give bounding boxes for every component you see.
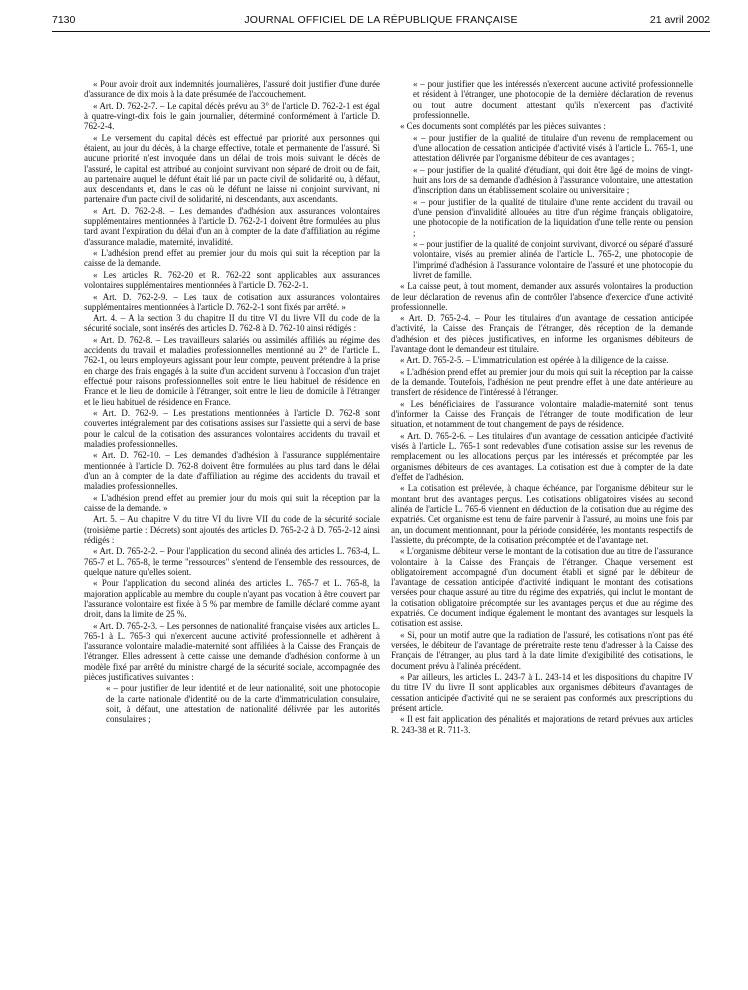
page-header [52,14,710,28]
article-paragraph: Art. 5. – Au chapitre V du titre VI du livre VII du code de la sécurité sociale (troisième partie : Décrets) sont ajoutés des articles D. 765-2-2 à D. 765-2-12 ainsi rédigés : [84,514,380,545]
paragraph: « Art. D. 762-2-8. – Les demandes d'adhésion aux assurances volontaires supplémentaires mentionnées à l'article D. 762-2-1 doivent être formulées au plus tard avant l'expiration du délai d'un an à compter de la date d'affiliation au régime d'assurance maladie, maternité, invalidité. [84,205,380,247]
right-column [391,79,693,736]
publication-date: 21 avril 2002 [649,14,710,26]
paragraph: « Art. D. 762-2-7. – Le capital décès prévu au 3° de l'article D. 762-2-1 est égal à quatre-vingt-dix fois le gain journalier, déterminé conformément à l'article D. 762-2-4. [84,100,380,132]
paragraph: « Art. D. 762-8. – Les travailleurs salariés ou assimilés affiliés au régime des accidents du travail et maladies professionnelles mentionné au 2° de l'article L. 762-1, ou leurs employeurs agissant pour leur compte, peuvent prétendre à la prise en charge des frais engagés à la suite d'un accident survenu à l'occasion d'un trajet effectué pour raisons professionnelles soit entre le lieu habituel de résidence en France et le lieu de domicile à l'étranger, soit entre le lieu de domicile à l'étranger et le lieu habituel de résidence en France. [84,334,380,407]
article-paragraph: Art. 4. – A la section 3 du chapitre II du titre VI du livre VII du code de la sécurité sociale, sont insérés des articles D. 762-8 à D. 762-10 ainsi rédigés : [84,313,380,334]
paragraph: « L'adhésion prend effet au premier jour du mois qui suit la réception par la caisse de la demande. » [84,492,380,513]
paragraph: « Les articles R. 762-20 et R. 762-22 sont applicables aux assurances volontaires supplémentaires mentionnées à l'article D. 762-2-1. [84,269,380,291]
header-rule [52,31,710,32]
paragraph: « Il est fait application des pénalités et majorations de retard prévues aux articles R. 243-38 et R. 711-3. [391,714,693,735]
paragraph: « Par ailleurs, les articles L. 243-7 à L. 243-14 et les dispositions du chapitre IV du titre IV du livre II sont applicables aux organismes débiteurs d'avantages de cessation anticipée d'activité qui ne se seraient pas conformés aux prescriptions du présent article. [391,672,693,713]
list-item: « – pour justifier de la qualité de conjoint survivant, divorcé ou séparé d'assuré volontaire, visés au premier alinéa de l'article L. 765-2, une photocopie de l'imprimé d'adhésion à l'assurance volontaire de l'assuré et une photocopie du livret de famille. [413,238,693,280]
list-item: « – pour justifier que les intéressés n'exercent aucune activité professionnelle et résident à l'étranger, une photocopie de la dernière déclaration de revenus ou tout autre document attestant qu'ils n'exercent pas d'activité professionnelle. [413,79,693,120]
paragraph: « L'adhésion prend effet au premier jour du mois qui suit la réception par la caisse de la demande. [84,248,380,269]
list-item: « – pour justifier de la qualité d'étudiant, qui doit être âgé de moins de vingt-huit ans lors de sa demande d'adhésion à l'assurance volontaire, une attestation d'inscription dans un établissement scolaire ou universitaire ; [413,164,693,196]
paragraph: « Art. D. 762-2-9. – Les taux de cotisation aux assurances volontaires supplémentaires mentionnées à l'article D. 762-2-1 sont fixés par arrêté. » [84,291,380,312]
paragraph: « Ces documents sont complétés par les pièces suivantes : [400,121,606,132]
paragraph: « Art. D. 765-2-6. – Les titulaires d'un avantage de cessation anticipée d'activité visés à l'article L. 765-1 sont redevables d'une cotisation assise sur les revenus de remplacement ou les allocations perçus par les intéressés et précomptée par les organismes débiteurs de ces avantages. La cotisation est due à compter de la date d'effet de l'adhésion. [391,430,693,483]
paragraph: « La caisse peut, à tout moment, demander aux assurés volontaires la production de leur déclaration de revenus afin de contrôler l'absence d'exercice d'une activité professionnelle. [391,281,693,312]
left-column [84,79,380,726]
list-item: « – pour justifier de leur identité et de leur nationalité, soit une photocopie de la carte nationale d'identité ou de la carte d'immatriculation consulaire, soit, à défaut, une attestation de nationalité délivrée par les autorités consulaires ; [106,683,380,725]
paragraph: « Art. D. 765-2-3. – Les personnes de nationalité française visées aux articles L. 765-1 à L. 765-3 qui n'exercent aucune activité professionnelle et adhèrent à l'assurance volontaire maladie-maternité sont affiliées à la Caisse des Français de l'étranger. Elles adressent à cette caisse une demande d'adhésion conforme à un modèle fixé par arrêté du ministre chargé de la sécurité sociale, accompagnée des pièces justificatives suivantes : [84,620,380,683]
paragraph: « Si, pour un motif autre que la radiation de l'assuré, les cotisations n'ont pas été versées, le débiteur de l'avantage de préretraite reste tenu d'adresser à la Caisse des Français de l'étranger, au plus tard à la date limite d'exigibilité des cotisations, le document prévu à l'alinéa précédent. [391,629,693,671]
paragraph: « Art. D. 765-2-5. – L'immatriculation est opérée à la diligence de la caisse. [400,355,669,366]
paragraph: « Art. D. 765-2-2. – Pour l'application du second alinéa des articles L. 763-4, L. 765-7 et L. 765-8, le terme "ressources" s'entend de l'ensemble des ressources, de quelque nature qu'elles soient. [84,546,380,577]
paragraph: « Pour avoir droit aux indemnités journalières, l'assuré doit justifier d'une durée d'assurance de dix mois à la date présumée de l'accouchement. [84,79,380,100]
paragraph: « Les bénéficiaires de l'assurance volontaire maladie-maternité sont tenus d'informer la Caisse des Français de l'étranger de toute modification de leur situation, et notamment de tout changement de pays de résidence. [391,398,693,430]
paragraph: « Art. D. 765-2-4. – Pour les titulaires d'un avantage de cessation anticipée d'activité, la Caisse des Français de l'étranger, dès réception de la demande d'adhésion et des pièces justificatives, en informe les organismes débiteurs de l'avantage dont le demandeur est titulaire. [391,313,693,355]
paragraph: « Le versement du capital décès est effectué par priorité aux personnes qui étaient, au jour du décès, à la charge effective, totale et permanente de l'assuré. Si aucune priorité n'est invoquée dans un délai de trois mois suivant le décès de l'assuré, le capital est attribué au conjoint survivant non séparé de droit ou de fait, au partenaire auquel le défunt était lié par un pacte civil de solidarité ou, à défaut, aux descendants et, dans le cas où le défunt ne laisse ni conjoint survivant, ni partenaire d'un pacte civil de solidarité, ni descendants, aux ascendants. [84,132,380,205]
paragraph: « L'adhésion prend effet au premier jour du mois qui suit la réception par la caisse de la demande. Toutefois, l'adhésion ne peut prendre effet à une date antérieure au transfert de résidence de l'intéressé à l'étranger. [391,366,693,398]
page-number: 7130 [52,14,76,26]
paragraph: « Art. D. 762-9. – Les prestations mentionnées à l'article D. 762-8 sont couvertes intégralement par des cotisations assises sur l'assiette qui a servi de base pour le calcul de la cotisation des assurances volontaires accidents du travail et maladies professionnelles. [84,408,380,449]
paragraph: « La cotisation est prélevée, à chaque échéance, par l'organisme débiteur sur le montant brut des avantages perçus. Les cotisations obligatoires visées au second alinéa de l'article L. 765-6 viennent en déduction de la cotisation due au régime des expatriés. Cet organisme est tenu de faire parvenir à l'assuré, au moins une fois par an, un document mentionnant, pour la période considérée, les montants respectifs de l'assiette, du précompte, de la cotisation précomptée et de l'avantage net. [391,483,693,545]
paragraph: « L'organisme débiteur verse le montant de la cotisation due au titre de l'assurance volontaire à la Caisse des Français de l'étranger. Chaque versement est obligatoirement accompagné d'un document établi et signé par le débiteur de l'avantage de cessation anticipée d'activité indiquant le montant des cotisations versées pour chaque assuré au titre du régime des expatriés, qui inclut le montant de la cotisation obligatoire précomptée sur les avantages perçus et due au régime des expatriés. Ce document indique également le montant des avantages sur lesquels la cotisation est assise. [391,546,693,629]
paragraph: « Pour l'application du second alinéa des articles L. 765-7 et L. 765-8, la majoration applicable au membre du couple n'ayant pas vocation à être couvert par l'assurance volontaire est fixée à 5 % par membre de famille déclaré comme ayant droit, dans la limite de 25 %. [84,578,380,620]
journal-title: JOURNAL OFFICIEL DE LA RÉPUBLIQUE FRANÇAISE [244,14,518,26]
list-item: « – pour justifier de la qualité de titulaire d'une rente accident du travail ou d'une pension d'invalidité allouées au titre d'un régime français obligatoire, une photocopie de la notification de la liquidation d'une telle rente ou pension ; [413,196,693,238]
list-item: « – pour justifier de la qualité de titulaire d'un revenu de remplacement ou d'une allocation de cessation anticipée d'activité visés à l'article L. 765-1, une attestation délivrée par l'organisme débiteur de ces avantages ; [413,132,693,164]
paragraph: « Art. D. 762-10. – Les demandes d'adhésion à l'assurance supplémentaire mentionnée à l'article D. 762-8 doivent être formulées au plus tard dans le délai d'un an à compter de la date d'affiliation au régime des accidents du travail et maladies professionnelles. [84,450,380,492]
